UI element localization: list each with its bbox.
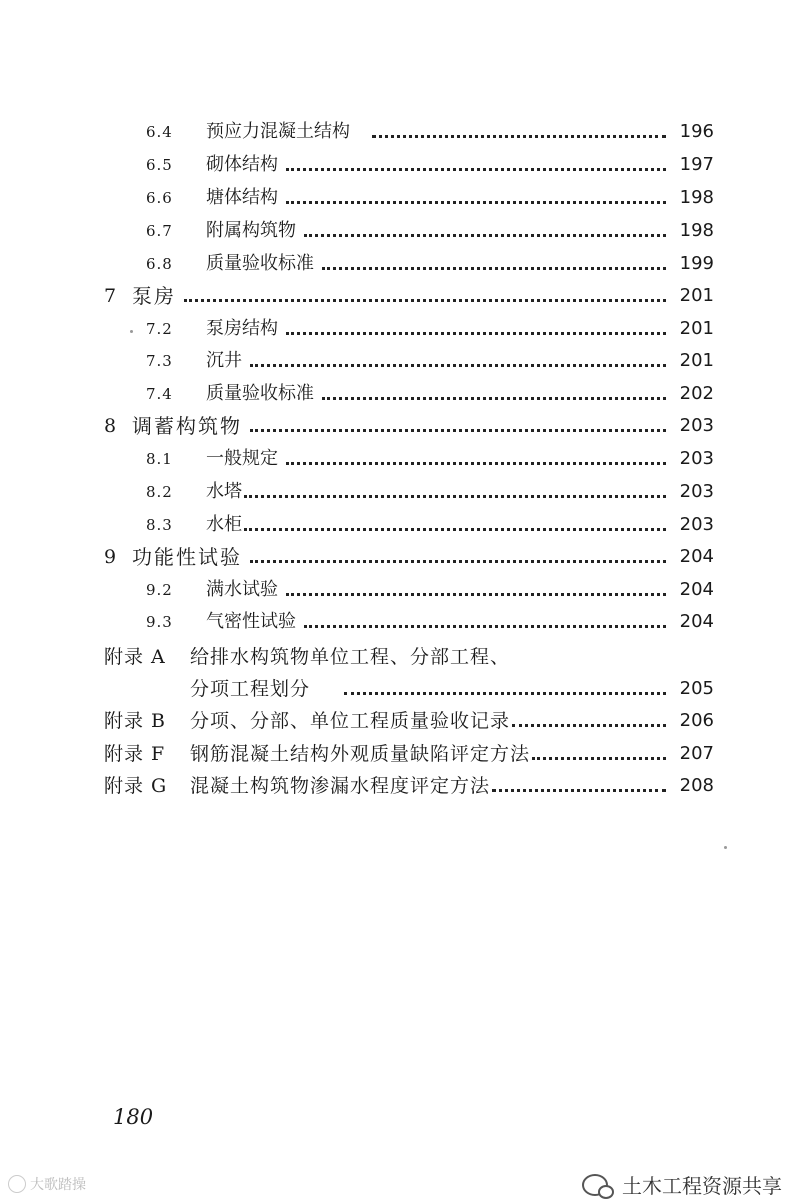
page-number: 198 bbox=[679, 220, 714, 241]
section-title: 质量验收标准 bbox=[206, 253, 314, 274]
toc-entry-9-2[interactable] bbox=[146, 575, 714, 605]
page-number: 204 bbox=[679, 546, 714, 567]
section-title: 满水试验 bbox=[206, 579, 278, 600]
scan-speck bbox=[724, 846, 727, 849]
dot-leader bbox=[250, 558, 666, 563]
appendix-title: 分项、分部、单位工程质量验收记录 bbox=[190, 710, 511, 732]
toc-entry-7-3[interactable] bbox=[146, 346, 714, 376]
wechat-icon bbox=[582, 1174, 608, 1196]
appendix-label: 附录 B bbox=[104, 710, 167, 732]
toc-chapter-9[interactable] bbox=[104, 542, 714, 572]
dot-leader bbox=[184, 297, 666, 302]
dot-leader bbox=[344, 690, 666, 695]
page-number: 207 bbox=[679, 743, 714, 764]
page-number: 198 bbox=[679, 187, 714, 208]
toc-entry-8-2[interactable] bbox=[146, 477, 714, 507]
dot-leader bbox=[286, 330, 666, 335]
dot-leader bbox=[304, 232, 666, 237]
dot-leader bbox=[532, 755, 666, 760]
section-title: 砌体结构 bbox=[206, 154, 278, 175]
section-number: 8.1 bbox=[146, 450, 173, 468]
section-number: 9.3 bbox=[146, 613, 173, 631]
page-number: 197 bbox=[679, 154, 714, 175]
page-number: 208 bbox=[679, 775, 714, 796]
section-title: 附属构筑物 bbox=[206, 220, 296, 241]
dot-leader bbox=[286, 591, 666, 596]
dot-leader bbox=[244, 526, 666, 531]
section-title: 质量验收标准 bbox=[206, 383, 314, 404]
dot-leader bbox=[244, 493, 666, 498]
page-number: 202 bbox=[679, 383, 714, 404]
page-number: 204 bbox=[679, 579, 714, 600]
page-number: 203 bbox=[679, 415, 714, 436]
scan-speck bbox=[130, 330, 133, 333]
section-number: 8.3 bbox=[146, 516, 173, 534]
toc-entry-7-2[interactable] bbox=[146, 314, 714, 344]
page-number: 204 bbox=[679, 611, 714, 632]
toc-entry-8-1[interactable] bbox=[146, 444, 714, 474]
page-number: 201 bbox=[679, 350, 714, 371]
page-number: 196 bbox=[679, 121, 714, 142]
page-number: 206 bbox=[679, 710, 714, 731]
chapter-number: 8 bbox=[104, 415, 117, 437]
toc-appendix-b[interactable] bbox=[104, 706, 714, 736]
page-number: 199 bbox=[679, 253, 714, 274]
toc-chapter-7[interactable] bbox=[104, 281, 714, 311]
section-number: 6.4 bbox=[146, 123, 173, 141]
chapter-title: 功能性试验 bbox=[132, 545, 242, 569]
appendix-title: 钢筋混凝土结构外观质量缺陷评定方法 bbox=[190, 743, 531, 765]
dot-leader bbox=[322, 265, 666, 270]
toc-appendix-f[interactable] bbox=[104, 739, 714, 769]
section-number: 8.2 bbox=[146, 483, 173, 501]
page-footer-number: 180 bbox=[113, 1105, 154, 1129]
chapter-number: 7 bbox=[104, 285, 117, 307]
dot-leader bbox=[372, 133, 666, 138]
toc-entry-6-7[interactable] bbox=[146, 216, 714, 246]
chapter-title: 调蓄构筑物 bbox=[132, 414, 242, 438]
toc-chapter-8[interactable] bbox=[104, 411, 714, 441]
dot-leader bbox=[250, 362, 666, 367]
appendix-title: 混凝土构筑物渗漏水程度评定方法 bbox=[190, 775, 491, 797]
section-title: 泵房结构 bbox=[206, 318, 278, 339]
section-title: 水塔 bbox=[206, 481, 242, 502]
appendix-title-continued: 分项工程划分 bbox=[190, 678, 311, 700]
toc-entry-6-5[interactable] bbox=[146, 150, 714, 180]
section-title: 塘体结构 bbox=[206, 187, 278, 208]
toc-entry-6-6[interactable] bbox=[146, 183, 714, 213]
watermark-left-text: 大歌踏操 bbox=[30, 1177, 86, 1193]
section-number: 7.2 bbox=[146, 320, 173, 338]
section-title: 水柜 bbox=[206, 514, 242, 535]
page-number: 203 bbox=[679, 448, 714, 469]
section-number: 6.7 bbox=[146, 222, 173, 240]
section-number: 9.2 bbox=[146, 581, 173, 599]
toc-entry-7-4[interactable] bbox=[146, 379, 714, 409]
dot-leader bbox=[286, 199, 666, 204]
page-number: 203 bbox=[679, 481, 714, 502]
toc-appendix-g[interactable] bbox=[104, 771, 714, 801]
watermark-left bbox=[8, 1174, 86, 1194]
section-title: 气密性试验 bbox=[206, 611, 296, 632]
toc-entry-6-4[interactable] bbox=[146, 117, 714, 147]
dot-leader bbox=[322, 395, 666, 400]
watermark-right bbox=[582, 1170, 782, 1199]
page-number: 205 bbox=[679, 678, 714, 699]
page-number: 203 bbox=[679, 514, 714, 535]
watermark-right-text: 土木工程资源共享 bbox=[622, 1174, 782, 1198]
dot-leader bbox=[512, 722, 666, 727]
section-title: 沉井 bbox=[206, 350, 242, 371]
dot-leader bbox=[304, 623, 666, 628]
appendix-label: 附录 A bbox=[104, 646, 166, 668]
watermark-logo-icon bbox=[8, 1175, 26, 1193]
page-number: 201 bbox=[679, 285, 714, 306]
toc-appendix-a-line2[interactable] bbox=[190, 674, 714, 704]
page-number: 201 bbox=[679, 318, 714, 339]
section-number: 6.8 bbox=[146, 255, 173, 273]
chapter-title: 泵房 bbox=[132, 284, 176, 308]
section-number: 6.5 bbox=[146, 156, 173, 174]
dot-leader bbox=[286, 460, 666, 465]
chapter-number: 9 bbox=[104, 546, 117, 568]
dot-leader bbox=[250, 427, 666, 432]
appendix-label: 附录 F bbox=[104, 743, 166, 765]
toc-entry-8-3[interactable] bbox=[146, 510, 714, 540]
toc-entry-9-3[interactable] bbox=[146, 607, 714, 637]
appendix-title: 给排水构筑物单位工程、分部工程、 bbox=[190, 646, 511, 668]
toc-appendix-a-line1[interactable] bbox=[104, 642, 510, 672]
dot-leader bbox=[492, 787, 666, 792]
section-title: 预应力混凝土结构 bbox=[206, 121, 350, 142]
appendix-label: 附录 G bbox=[104, 775, 168, 797]
section-title: 一般规定 bbox=[206, 448, 278, 469]
toc-entry-6-8[interactable] bbox=[146, 249, 714, 279]
section-number: 7.3 bbox=[146, 352, 173, 370]
section-number: 6.6 bbox=[146, 189, 173, 207]
dot-leader bbox=[286, 166, 666, 171]
section-number: 7.4 bbox=[146, 385, 173, 403]
